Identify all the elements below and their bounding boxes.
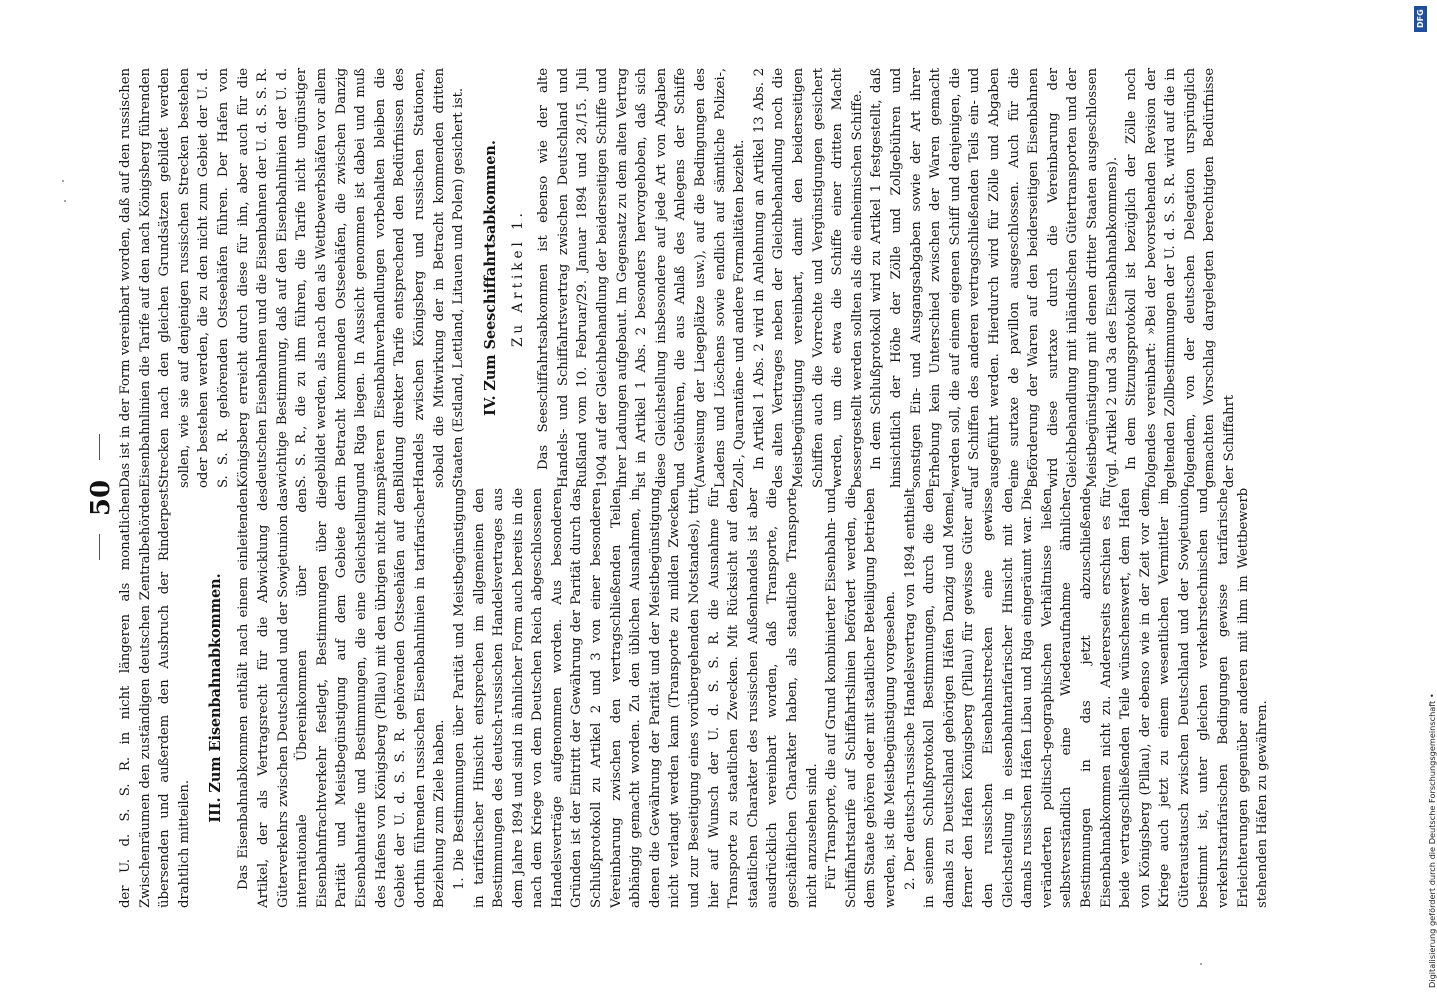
- paragraph: In dem Schlußprotokoll wird zu Artikel 1 festgestellt, daß hinsichtlich der Höhe der Zölle und Zollgebühren und sonstigen Ein- und Ausgangsabgaben sowie der Art ihrer Erhebung kein Unterschied zwischen der Waren gemacht werden soll, die auf einem eigenen Schiff und denjenigen, die auf Schiffen des anderen vertragschließenden Teils ein- und ausgeführt werden. Hierdurch wird für Zölle und Abgaben eine surtaxe de pavillon ausgeschlossen. Auch für die Beförderung der Waren auf den beiderseitigen Eisenbahnen wird diese surtaxe durch die Vereinbarung der Gleichbehandlung mit inländischen Gütertransporten und der Meistbegünstigung mit denen dritter Staaten ausgeschlossen (vgl. Artikel 2 und 3a des Eisenbahnabkommens).: [869, 68, 1120, 488]
- paragraph: 1. Die Bestimmungen über Parität und Meistbegünstigung in tarifarischer Hinsicht entsprechen im allgemeinen den Bestimmungen des deutsch-russischen Handelsvertrages aus dem Jahre 1894 und sind in ähnlicher Form auch bereits in die nach dem Kriege von dem Deutschen Reich abgeschlossenen Handelsverträge aufgenommen worden. Aus besonderen Gründen ist der Eintritt der Gewährung der Parität durch das Schlußprotokoll zu Artikel 2 und 3 von einer besonderen Vereinbarung zwischen den vertragschließenden Teilen abhängig gemacht worden. Zu den üblichen Ausnahmen, in denen die Gewährung der Parität und der Meistbegünstigung nicht verlangt werden kann (Transporte zu milden Zwecken und zur Beseitigung eines vorübergehenden Notstandes), tritt hier auf Wunsch der U. d. S. S. R. die Ausnahme für Transporte zu staatlichen Zwecken. Mit Rücksicht auf den staatlichen Charakter des russischen Außenhandels ist aber ausdrücklich vereinbart worden, daß Transporte, die geschäftlichen Charakter haben, als staatliche Transporte nicht anzusehen sind.: [451, 488, 820, 908]
- paragraph: Das Seeschiffahrtsabkommen ist ebenso wie der alte Handels- und Schiffahrtsvertrag zwischen Deutschland und Rußland vom 10. Februar/29. Januar 1894 und 28./15. Juli 1904 auf der Gleichbehandlung der beiderseitigen Schiffe und ihrer Ladungen aufgebaut. Im Gegensatz zu dem alten Vertrag ist in Artikel 1 Abs. 2 besonders hervorgehoben, daß sich diese Gleichstellung insbesondere auf jede Art von Abgaben und Gebühren, die aus Anlaß des Anlegens der Schiffe (Anweisung der Liegeplätze usw.), auf die Bedingungen des Ladens und Löschens sowie endlich auf sämtliche Polizei-, Zoll-, Quarantäne- und andere Formalitäten bezieht.: [536, 68, 748, 488]
- right-column: [116, 68, 1286, 488]
- scan-speck: [62, 180, 64, 182]
- credit-text: Digitalisierung gefördert durch die Deutsche Forschungsgemeinschaft •: [1427, 693, 1437, 988]
- page-number-dash-left: [99, 534, 100, 560]
- article-heading: Zu Artikel 1.: [509, 209, 526, 347]
- paragraph: Für Transporte, die auf Grund kombinierter Eisenbahn- und Schiffahrtstarife auf Schiffahrtslinien befördert werden, die dem Staate gehören oder mit staatlicher Beteiligung betrieben werden, ist die Meistbegünstigung vorgesehen.: [824, 488, 898, 908]
- paragraph: Das ist in der Form vereinbart worden, daß auf den russischen Eisenbahnlinien die Tarife auf den nach Königsberg führenden Strecken nach den gleichen Grundsätzen gebildet werden sollen, wie sie auf denjenigen russischen Strecken bestehen oder bestehen werden, die zu den nicht zum Gebiet der U. d. S. S. R. gehörenden Ostseehäfen führen. Der Hafen von Königsberg erreicht durch diese für ihn, aber auch für die deutschen Eisenbahnen und die Eisenbahnen der U. d. S. S. R. wichtige Bestimmung, daß auf den Eisenbahnlinien der U. d. S. S. R., die zu ihm führen, die Tarife nicht ungünstiger gebildet werden, als nach den als Wettbewerbshäfen vor allem in Betracht kommenden Ostseehäfen, die zwischen Danzig und Riga liegen. In Aussicht genommen ist dabei und muß späteren Eisenbahnverhandlungen vorbehalten bleiben die Bildung direkter Tarife entsprechend den Bedürfnissen des Handels zwischen Königsberg und russischen Stationen, sobald die Mitwirkung der in Betracht kommenden dritten Staaten (Estland, Lettland, Litauen und Polen) gesichert ist.: [118, 68, 467, 488]
- paragraph: 2. Der deutsch-russische Handelsvertrag von 1894 enthielt in seinem Schlußprotokoll Bestimmungen, durch die den damals zu Deutschland gehörigen Häfen Danzig und Memel, ferner den Hafen Königsberg (Pillau) für gewisse Güter auf den russischen Eisenbahnstrecken eine gewisse Gleichstellung in eisenbahntarifarischer Hinsicht mit den damals russischen Häfen Libau und Riga eingeräumt war. Die veränderten politisch-geographischen Verhältnisse ließen selbstverständlich eine Wiederaufnahme ähnlicher Bestimmungen in das jetzt abzuschließende Eisenbahnabkommen nicht zu. Andererseits erschien es für beide vertragschließenden Teile wünschenswert, dem Hafen von Königsberg (Pillau), der ebenso wie in der Zeit vor dem Kriege auch jetzt zu einem wesentlichen Vermittler im Güteraustausch zwischen Deutschland und der Sowjetunion bestimmt ist, unter gleichen verkehrstechnischen und verkehrstarifarischen Bedingungen gewisse tarifarische Erleichterungen gegenüber anderen mit ihm im Wettbewerb stehenden Häfen zu gewähren.: [902, 488, 1271, 908]
- page-number: 50: [86, 479, 116, 517]
- paragraph: der U. d. S. S. R. in nicht längeren als monatlichen Zwischenräumen den zuständigen deutschen Zentralbehörden übersenden und außerdem den Ausbruch der Rinderpest drahtlich mitteilen.: [118, 488, 192, 908]
- scan-speck: [64, 200, 66, 202]
- section-heading: IV. Zum Seeschiffahrtsabkommen.: [481, 140, 499, 416]
- dfg-logo: DFG: [1414, 6, 1427, 32]
- paragraph: In dem Sitzungsprotokoll ist bezüglich der Zölle noch folgendes vereinbart: »Bei der bevorstehenden Revision der geltenden Zollbestimmungen der U. d. S. S. R. wird auf die in folgendem, von der deutschen Delegation ursprünglich gemachten Vorschlag dargelegten berechtigten Bedürfnisse der Schiffahrt: [1124, 68, 1238, 488]
- paragraph: Das Eisenbahnabkommen enthält nach einem einleitenden Artikel, der als Vertragsrecht für die Abwicklung des Güterverkehrs zwischen Deutschland und der Sowjetunion das internationale Übereinkommen über den Eisenbahnfrachtverkehr festlegt, Bestimmungen über die Parität und Meistbegünstigung auf dem Gebiete der Eisenbahntarife und Bestimmungen, die eine Gleichstellung des Hafens von Königsberg (Pillau) mit den übrigen nicht zum Gebiet der U. d. S. S. R. gehörenden Ostseehäfen auf den dorthin führenden russischen Eisenbahnlinien in tarifarischer Beziehung zum Ziele haben.: [236, 488, 448, 908]
- section-heading: III. Zum Eisenbahnabkommen.: [207, 573, 225, 823]
- scan-speck: [1200, 963, 1202, 965]
- left-column: [116, 488, 1286, 908]
- paragraph: In Artikel 1 Abs. 2 wird in Anlehnung an Artikel 13 Abs. 2 des alten Vertrages neben der Gleichbehandlung noch die Meistbegünstigung vereinbart, damit den beiderseitigen Schiffen auch die Vorrechte und Vergünstigungen gesichert werden, um die etwa die Schiffe einer dritten Macht bessergestellt werden sollten als die einheimischen Schiffe.: [751, 68, 865, 488]
- page-number-dash-right: [99, 434, 100, 460]
